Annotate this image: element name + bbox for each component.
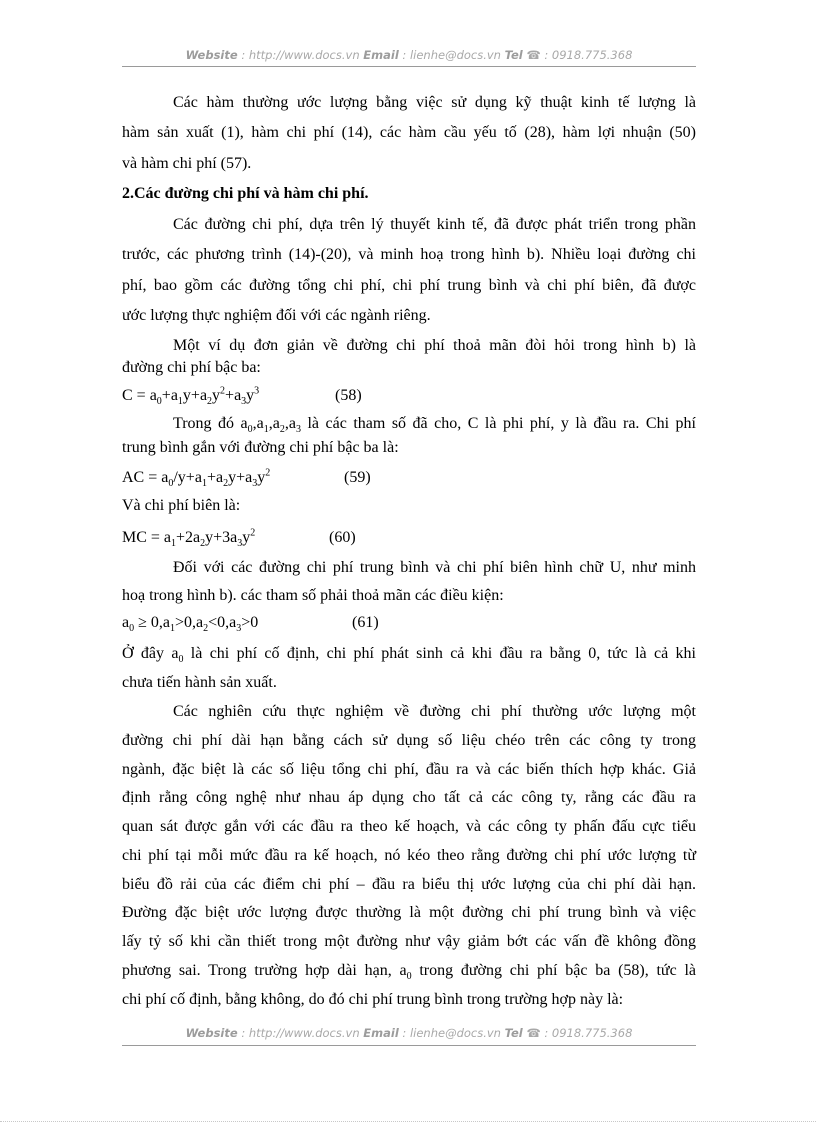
p4-lead: Trong đó a [173,415,248,432]
paragraph-5: Và chi phí biên là: [122,497,241,514]
paragraph-8-line-7: biểu đồ rải của các điểm chi phí – đầu ra biểu thị ước lượng của chi phí dài hạn. [122,876,696,893]
equation-61: $a_0 \ge 0,a_1>0,a_2<0,a_3>0$ [122,614,259,635]
header-email-value: : lienhe@docs.vn [398,48,505,62]
paragraph-3-line-2: đường chi phí bậc ba: [122,359,261,376]
p7-lead: Ở đây a [122,645,179,662]
paragraph-8-line-11: chi phí cố định, bằng không, do đó chi phí trung bình trong trường hợp này là: [122,991,624,1008]
footer-website-label: Website [185,1026,238,1040]
footer-website-value: : http://www.docs.vn [237,1026,364,1040]
paragraph-2-line-3: phí, bao gồm các đường tổng chi phí, chi phí trung bình và chi phí biên, đã được [122,277,696,294]
paragraph-1-line-3: và hàm chi phí (57). [122,155,252,172]
paragraph-2-line-2: trước, các phương trình (14)-(20), và minh hoạ trong hình b). Nhiều loại đường chi [122,246,696,263]
paragraph-1-line-2: hàm sản xuất (1), hàm chi phí (14), các hàm cầu yếu tố (28), hàm lợi nhuận (50) [122,124,696,141]
equation-60-number: (60) [329,529,356,546]
footer-tel-label: Tel [504,1026,523,1040]
equation-60: MC = $a_1+2a_2y+3a_3y^2$ [122,527,256,550]
paragraph-4-line-2: trung bình gắn với đường chi phí bậc ba là: [122,439,399,456]
section-heading: 2.Các đường chi phí và hàm chi phí. [122,185,369,202]
equation-58-number: (58) [335,387,362,404]
footer-email-label: Email [363,1026,399,1040]
page-footer [122,1026,696,1040]
p7-tail: là chi phí cố định, chi phí phát sinh cả khi đầu ra bằng 0, tức là cả khi [183,645,696,662]
equation-61-number: (61) [352,614,379,631]
equation-58: $C = a_0+a_1y+a_2y^2+a_3y^3$ [122,385,260,408]
equation-59: AC = $a_0/y+a_1+a_2y+a_3y^2$ [122,467,271,490]
paragraph-3-line-1: Một ví dụ đơn giản về đường chi phí thoả mãn đòi hỏi trong hình b) là [173,337,696,354]
paragraph-4-line-1: Trong đó $a_0,a_1,a_2,a_3$ là các tham số đã cho, C là phi phí, y là đầu ra. Chi phí [173,415,696,436]
paragraph-6-line-2: hoạ trong hình b). các tham số phải thoả mãn các điều kiện: [122,587,504,604]
paragraph-7-line-2: chưa tiến hành sản xuất. [122,674,277,691]
footer-tel-value: : 0918.775.368 [540,1026,633,1040]
footer-email-value: : lienhe@docs.vn [398,1026,505,1040]
paragraph-6-line-1: Đối với các đường chi phí trung bình và chi phí biên hình chữ U, như minh [173,559,696,576]
paragraph-1-line-1: Các hàm thường ước lượng bằng việc sử dụng kỹ thuật kinh tế lượng là [173,94,696,111]
p8-l10-tail: trong đường chi phí bậc ba (58), tức là [411,962,697,979]
paragraph-8-line-10: phương sai. Trong trường hợp dài hạn, $a_0$ trong đường chi phí bậc ba (58), tức là [122,962,697,983]
paragraph-8-line-1: Các nghiên cứu thực nghiệm về đường chi phí thường ước lượng một [173,703,696,720]
header-website-value: : http://www.docs.vn [237,48,364,62]
page-edge-divider [0,1121,816,1122]
p8-l10-lead: phương sai. Trong trường hợp dài hạn, a [122,962,407,979]
header-website-label: Website [185,48,238,62]
equation-59-number: (59) [344,469,371,486]
page-header [122,48,696,62]
paragraph-2-line-4: ước lượng thực nghiệm đối với các ngành riêng. [122,307,431,324]
header-email-label: Email [363,48,399,62]
header-tel-label: Tel [504,48,523,62]
paragraph-8-line-3: ngành, đặc biệt là các số liệu tổng chi phí, đầu ra và các biến thích hợp khác. Giả [122,761,696,778]
header-rule [122,66,696,67]
paragraph-2-line-1: Các đường chi phí, dựa trên lý thuyết kinh tế, đã được phát triển trong phần [173,216,696,233]
paragraph-7-line-1: Ở đây $a_0$ là chi phí cố định, chi phí phát sinh cả khi đầu ra bằng 0, tức là cả khi [122,645,696,666]
paragraph-8-line-5: quan sát được gắn với các đầu ra theo kế hoạch, và các công ty phấn đấu cực tiểu [122,818,696,835]
paragraph-8-line-8: Đường đặc biệt ước lượng được thường là một đường chi phí trung bình và việc [122,904,696,921]
footer-rule [122,1045,696,1046]
phone-icon: ☎ [526,1026,541,1040]
paragraph-8-line-9: lấy tỷ số khi cần thiết trong một đường như vậy giảm bớt các vấn đề không đồng [122,933,696,950]
header-tel-value: : 0918.775.368 [540,48,633,62]
paragraph-8-line-6: chi phí tại mỗi mức đầu ra kế hoạch, nó kéo theo rằng đường chi phí ước lượng từ [122,847,696,864]
p4-tail: là các tham số đã cho, C là phi phí, y là đầu ra. Chi phí [300,415,696,432]
paragraph-8-line-4: định rằng công nghệ như nhau áp dụng cho tất cả các công ty, rằng các đầu ra [122,789,696,806]
phone-icon: ☎ [526,48,541,62]
paragraph-8-line-2: đường chi phí dài hạn bằng cách sử dụng số liệu chéo trên các công ty trong [122,732,696,749]
